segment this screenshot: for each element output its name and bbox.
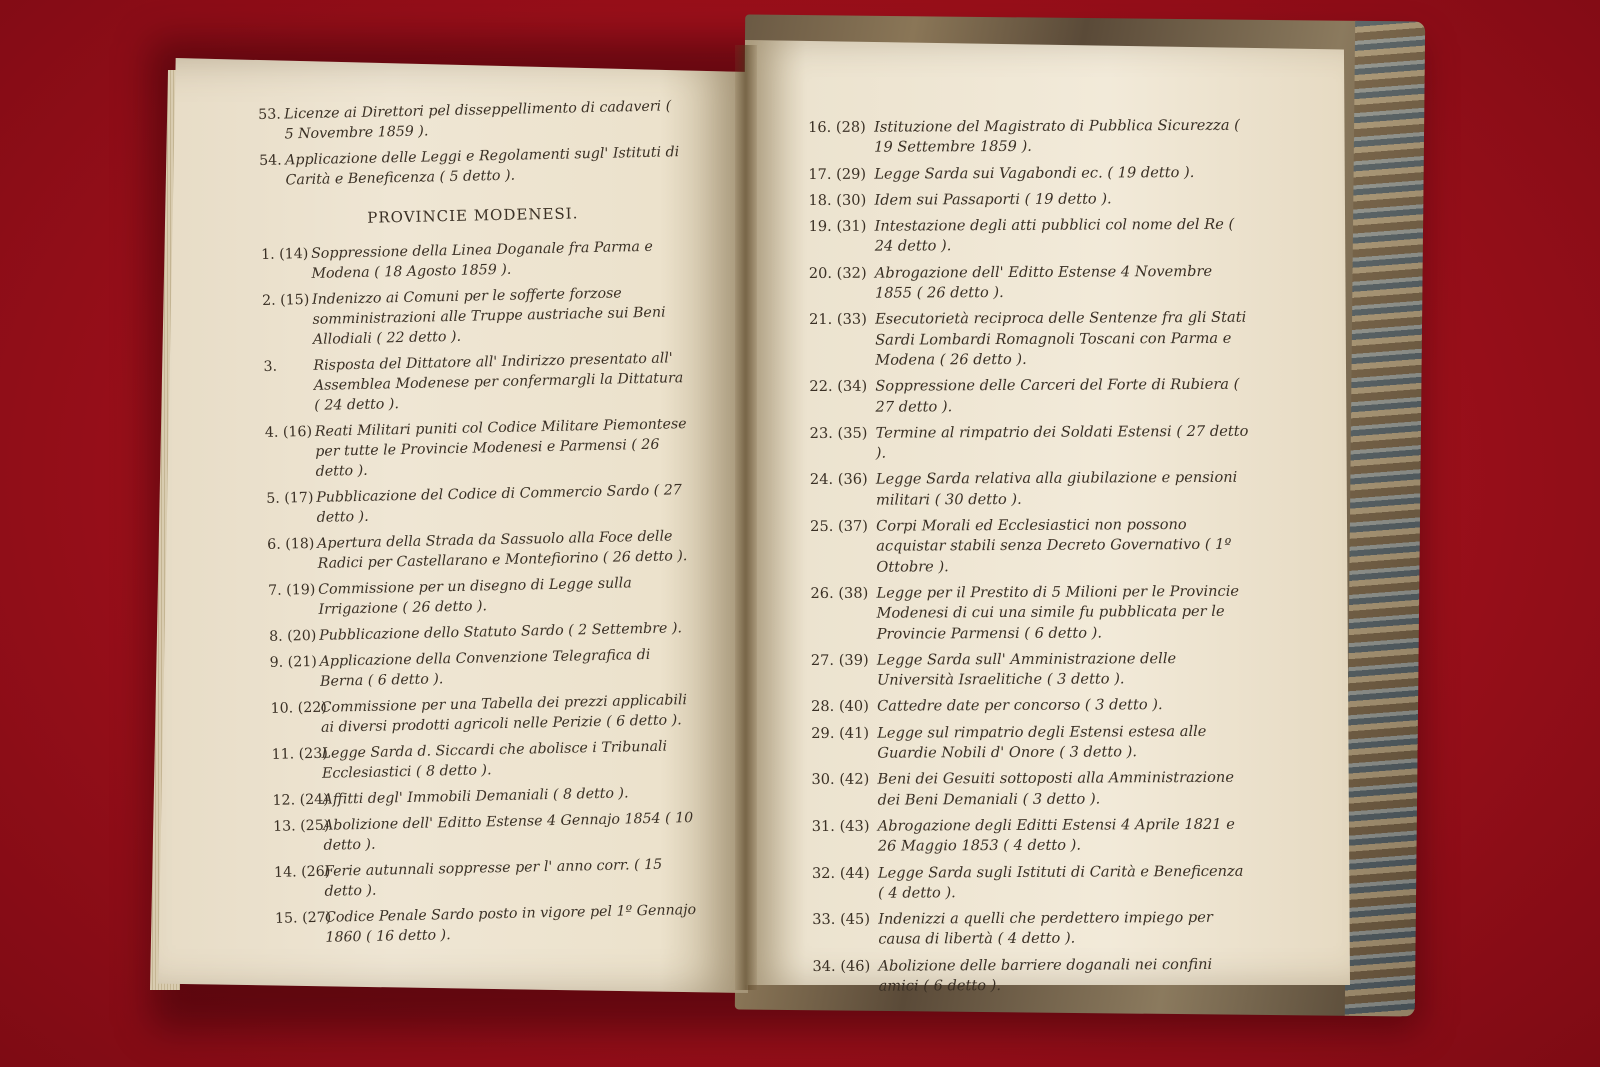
entry-number: 2. (15)	[261, 291, 310, 309]
entry-number: 22. (34)	[809, 377, 868, 396]
list-item	[811, 695, 1251, 718]
entry-text: Abolizione dell' Editto Estense 4 Gennajo 1854 ( 10 detto ).	[322, 810, 694, 854]
entry-number: 33. (45)	[812, 910, 871, 929]
entry-number: 9. (21)	[269, 653, 318, 671]
entry-text: Risposta del Dittatore all' Indirizzo presentato all' Assemblea Modenese per confermargli la Dittatura ( 24 detto ).	[313, 350, 684, 414]
entry-text: Pubblicazione del Codice di Commercio Sardo ( 27 detto ).	[316, 482, 682, 526]
entry-number: 54.	[259, 152, 282, 169]
entry-text: Commissione per una Tabella dei prezzi applicabili ai diversi prodotti agricoli nelle Perizie ( 6 detto ).	[320, 692, 688, 736]
list-item	[265, 414, 691, 483]
entry-number: 12. (24)	[272, 791, 329, 809]
right-page-text	[808, 116, 1253, 1004]
entry-number: 32. (44)	[811, 864, 870, 882]
entry-number: 21. (33)	[809, 311, 867, 329]
entry-text: Reati Militari puniti col Codice Militare Piemontese per tutte le Provincie Modenesi e Parmensi ( 26 detto ).	[314, 416, 687, 480]
left-entries-list	[261, 236, 701, 955]
entry-number: 6. (18)	[267, 535, 315, 553]
entry-text: Abrogazione degli Editti Estensi 4 Aprile 1821 e 26 Maggio 1853 ( 4 detto ).	[877, 815, 1235, 855]
entry-number: 30. (42)	[811, 771, 870, 789]
list-item	[811, 768, 1251, 811]
entry-text: Codice Penale Sardo posto in vigore pel 1º Gennajo 1860 ( 16 detto ).	[324, 902, 697, 946]
entry-text: Termine al rimpatrio dei Soldati Estensi ( 27 detto ).	[875, 422, 1249, 462]
list-item	[263, 348, 689, 417]
entry-number: 3.	[263, 358, 278, 375]
entry-number: 13. (25)	[272, 817, 330, 835]
list-item	[810, 422, 1250, 465]
entry-number: 25. (37)	[810, 517, 868, 536]
entry-number: 23. (35)	[809, 424, 868, 442]
entry-text: Legge per il Prestito di 5 Milioni per le Provincie Modenesi di cui una simile fu pubblicata per le Provincie Parmensi ( 6 detto ).	[876, 582, 1240, 643]
entry-text: Legge Sarda d. Siccardi che abolisce i Tribunali Ecclesiastici ( 8 detto ).	[321, 738, 668, 782]
section-heading: PROVINCIE MODENESI.	[367, 204, 579, 227]
list-item	[808, 162, 1248, 185]
list-item	[811, 721, 1251, 764]
entry-number: 20. (32)	[808, 264, 867, 282]
entry-number: 7. (19)	[268, 581, 316, 599]
entry-number: 31. (43)	[811, 817, 870, 835]
entry-text: Commissione per un disegno di Legge sulla Irrigazione ( 26 detto ).	[317, 575, 632, 618]
list-item	[808, 189, 1248, 212]
entry-number: 29. (41)	[811, 724, 870, 742]
entry-number: 27. (39)	[810, 651, 869, 669]
entry-number: 14. (26)	[273, 863, 331, 881]
entry-number: 8. (20)	[268, 627, 317, 645]
entry-text: Ferie autunnali soppresse per l' anno corr. ( 15 detto ).	[323, 856, 663, 900]
entry-text: Corpi Morali ed Ecclesiastici non possono acquistar stabili senza Decreto Governativo ( 1º Ottobre ).	[876, 516, 1232, 576]
entry-text: Applicazione delle Leggi e Regolamenti sugl' Istituti di Carità e Beneficenza ( 5 detto ).	[284, 144, 680, 189]
entry-text: Indenizzi a quelli che perdettero impiego per causa di libertà ( 4 detto ).	[878, 908, 1213, 949]
list-item	[810, 515, 1250, 578]
list-item	[812, 815, 1252, 858]
entry-text: Soppressione della Linea Doganale fra Parma e Modena ( 18 Agosto 1859 ).	[310, 238, 653, 282]
entry-text: Cattedre date per concorso ( 3 detto ).	[877, 696, 1163, 716]
entry-text: Beni dei Gesuiti sottoposti alla Amministrazione dei Beni Demaniali ( 3 detto ).	[877, 769, 1235, 809]
entry-number: 1. (14)	[260, 245, 309, 263]
entry-text: Legge sul rimpatrio degli Estensi estesa alle Guardie Nobili d' Onore ( 3 detto ).	[877, 722, 1207, 762]
entry-text: Legge Sarda sui Vagabondi ec. ( 19 detto ).	[874, 163, 1195, 183]
entry-text: Apertura della Strada da Sassuolo alla Foce delle Radici per Castellarano e Montefiorino ( 26 detto ).	[317, 528, 688, 572]
entry-text: Pubblicazione dello Statuto Sardo ( 2 Settembre ).	[318, 620, 683, 644]
entry-number: 34. (46)	[812, 957, 871, 975]
entry-number: 15. (27)	[274, 909, 332, 927]
list-item	[809, 215, 1249, 258]
entry-number: 17. (29)	[808, 165, 867, 183]
list-item	[809, 375, 1249, 418]
entry-number: 28. (40)	[811, 698, 869, 716]
entry-number: 18. (30)	[808, 191, 867, 209]
entry-text: Abrogazione dell' Editto Estense 4 Novembre 1855 ( 26 detto ).	[874, 262, 1213, 302]
list-item	[812, 861, 1252, 904]
entry-text: Soppressione delle Carceri del Forte di Rubiera ( 27 detto ).	[875, 376, 1240, 416]
list-item	[810, 582, 1250, 645]
list-item	[811, 649, 1251, 692]
entry-text: Indenizzo ai Comuni per le sofferte forzose somministrazioni alle Truppe austriache sui Beni Allodiali ( 22 detto ).	[311, 285, 666, 348]
entry-text: Legge Sarda sull' Amministrazione delle Università Israelitiche ( 3 detto ).	[876, 649, 1177, 689]
entry-text: Istituzione del Magistrato di Pubblica Sicurezza ( 19 Settembre 1859 ).	[874, 116, 1240, 156]
list-item	[810, 468, 1250, 511]
left-page-text	[258, 96, 701, 955]
entry-number: 24. (36)	[809, 471, 868, 489]
entry-text: Licenze ai Direttori pel disseppellimento di cadaveri ( 5 Novembre 1859 ).	[284, 98, 672, 143]
list-item	[812, 954, 1252, 997]
entry-number: 10. (22)	[270, 699, 328, 717]
entry-text: Esecutorietà reciproca delle Sentenze fra gli Stati Sardi Lombardi Romagnoli Toscani con Parma e Modena ( 26 detto ).	[875, 309, 1247, 369]
entry-number: 26. (38)	[810, 584, 869, 602]
entry-text: Legge Sarda sugli Istituti di Carità e Beneficenza ( 4 detto ).	[877, 862, 1244, 902]
entry-text: Idem sui Passaporti ( 19 detto ).	[874, 190, 1112, 209]
book-gutter	[735, 45, 757, 990]
entry-number: 53.	[258, 106, 281, 123]
list-item	[809, 308, 1249, 371]
list-item	[262, 282, 688, 351]
entry-text: Applicazione della Convenzione Telegrafica di Berna ( 6 detto ).	[319, 646, 651, 690]
list-item	[812, 908, 1252, 951]
right-entries-list	[808, 116, 1253, 1004]
entry-text: Intestazione degli atti pubblici col nome del Re ( 24 detto ).	[874, 215, 1235, 256]
entry-number: 16. (28)	[808, 118, 866, 136]
entry-number: 5. (17)	[266, 489, 314, 507]
entry-number: 4. (16)	[264, 423, 313, 441]
entry-text: Legge Sarda relativa alla giubilazione e pensioni militari ( 30 detto ).	[875, 469, 1238, 509]
list-item	[809, 261, 1249, 304]
list-item	[808, 116, 1248, 159]
entry-number: 11. (23)	[271, 745, 328, 763]
left-intro-list	[258, 96, 685, 197]
entry-text: Abolizione delle barriere doganali nei confini amici ( 6 detto ).	[878, 955, 1213, 995]
entry-number: 19. (31)	[808, 217, 867, 236]
entry-text: Affitti degl' Immobili Demaniali ( 8 detto ).	[322, 785, 629, 808]
